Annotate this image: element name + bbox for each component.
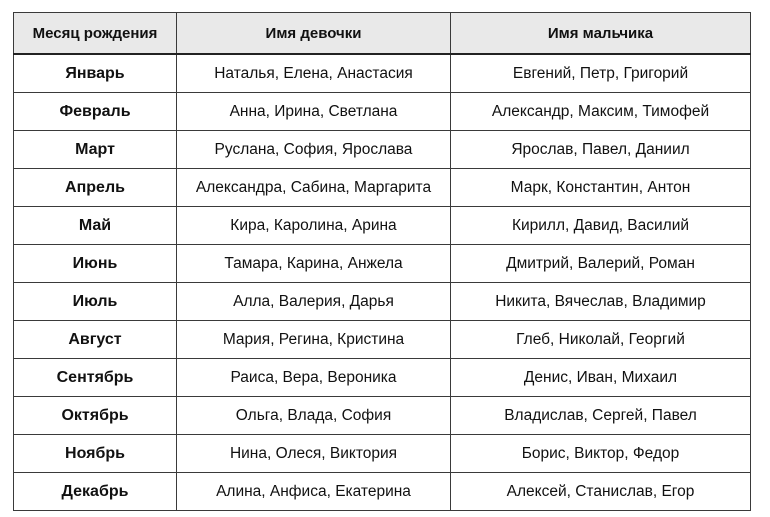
names-table-wrapper — [13, 12, 751, 511]
boy-names-cell: Никита, Вячеслав, Владимир — [451, 283, 751, 321]
table-row — [14, 283, 751, 321]
girl-names-cell: Алина, Анфиса, Екатерина — [177, 473, 451, 511]
girl-names-cell: Анна, Ирина, Светлана — [177, 93, 451, 131]
month-cell: Май — [14, 207, 177, 245]
table-row — [14, 93, 751, 131]
girl-names-cell: Руслана, София, Ярослава — [177, 131, 451, 169]
table-row — [14, 131, 751, 169]
boy-names-cell: Денис, Иван, Михаил — [451, 359, 751, 397]
table-row — [14, 397, 751, 435]
boy-names-cell: Дмитрий, Валерий, Роман — [451, 245, 751, 283]
table-row — [14, 359, 751, 397]
names-by-month-table — [13, 12, 751, 511]
table-row — [14, 54, 751, 93]
girl-names-cell: Мария, Регина, Кристина — [177, 321, 451, 359]
girl-names-cell: Алла, Валерия, Дарья — [177, 283, 451, 321]
boy-names-cell: Ярослав, Павел, Даниил — [451, 131, 751, 169]
boy-names-cell: Владислав, Сергей, Павел — [451, 397, 751, 435]
month-cell: Декабрь — [14, 473, 177, 511]
month-cell: Ноябрь — [14, 435, 177, 473]
girl-names-cell: Александра, Сабина, Маргарита — [177, 169, 451, 207]
table-row — [14, 435, 751, 473]
month-cell: Июнь — [14, 245, 177, 283]
table-row — [14, 321, 751, 359]
girl-names-cell: Ольга, Влада, София — [177, 397, 451, 435]
table-row — [14, 245, 751, 283]
boy-names-cell: Александр, Максим, Тимофей — [451, 93, 751, 131]
table-row — [14, 473, 751, 511]
month-cell: Июль — [14, 283, 177, 321]
month-cell: Март — [14, 131, 177, 169]
boy-names-cell: Алексей, Станислав, Егор — [451, 473, 751, 511]
month-cell: Январь — [14, 54, 177, 93]
table-row — [14, 169, 751, 207]
boy-names-cell: Борис, Виктор, Федор — [451, 435, 751, 473]
boy-names-cell: Кирилл, Давид, Василий — [451, 207, 751, 245]
month-cell: Февраль — [14, 93, 177, 131]
month-cell: Сентябрь — [14, 359, 177, 397]
month-cell: Октябрь — [14, 397, 177, 435]
girl-names-cell: Нина, Олеся, Виктория — [177, 435, 451, 473]
girl-names-cell: Раиса, Вера, Вероника — [177, 359, 451, 397]
boy-names-cell: Евгений, Петр, Григорий — [451, 54, 751, 93]
girl-names-cell: Кира, Каролина, Арина — [177, 207, 451, 245]
header-month: Месяц рождения — [14, 13, 177, 55]
header-row — [14, 13, 751, 55]
table-row — [14, 207, 751, 245]
girl-names-cell: Тамара, Карина, Анжела — [177, 245, 451, 283]
boy-names-cell: Глеб, Николай, Георгий — [451, 321, 751, 359]
month-cell: Апрель — [14, 169, 177, 207]
girl-names-cell: Наталья, Елена, Анастасия — [177, 54, 451, 93]
header-boy-name: Имя мальчика — [451, 13, 751, 55]
header-girl-name: Имя девочки — [177, 13, 451, 55]
month-cell: Август — [14, 321, 177, 359]
boy-names-cell: Марк, Константин, Антон — [451, 169, 751, 207]
